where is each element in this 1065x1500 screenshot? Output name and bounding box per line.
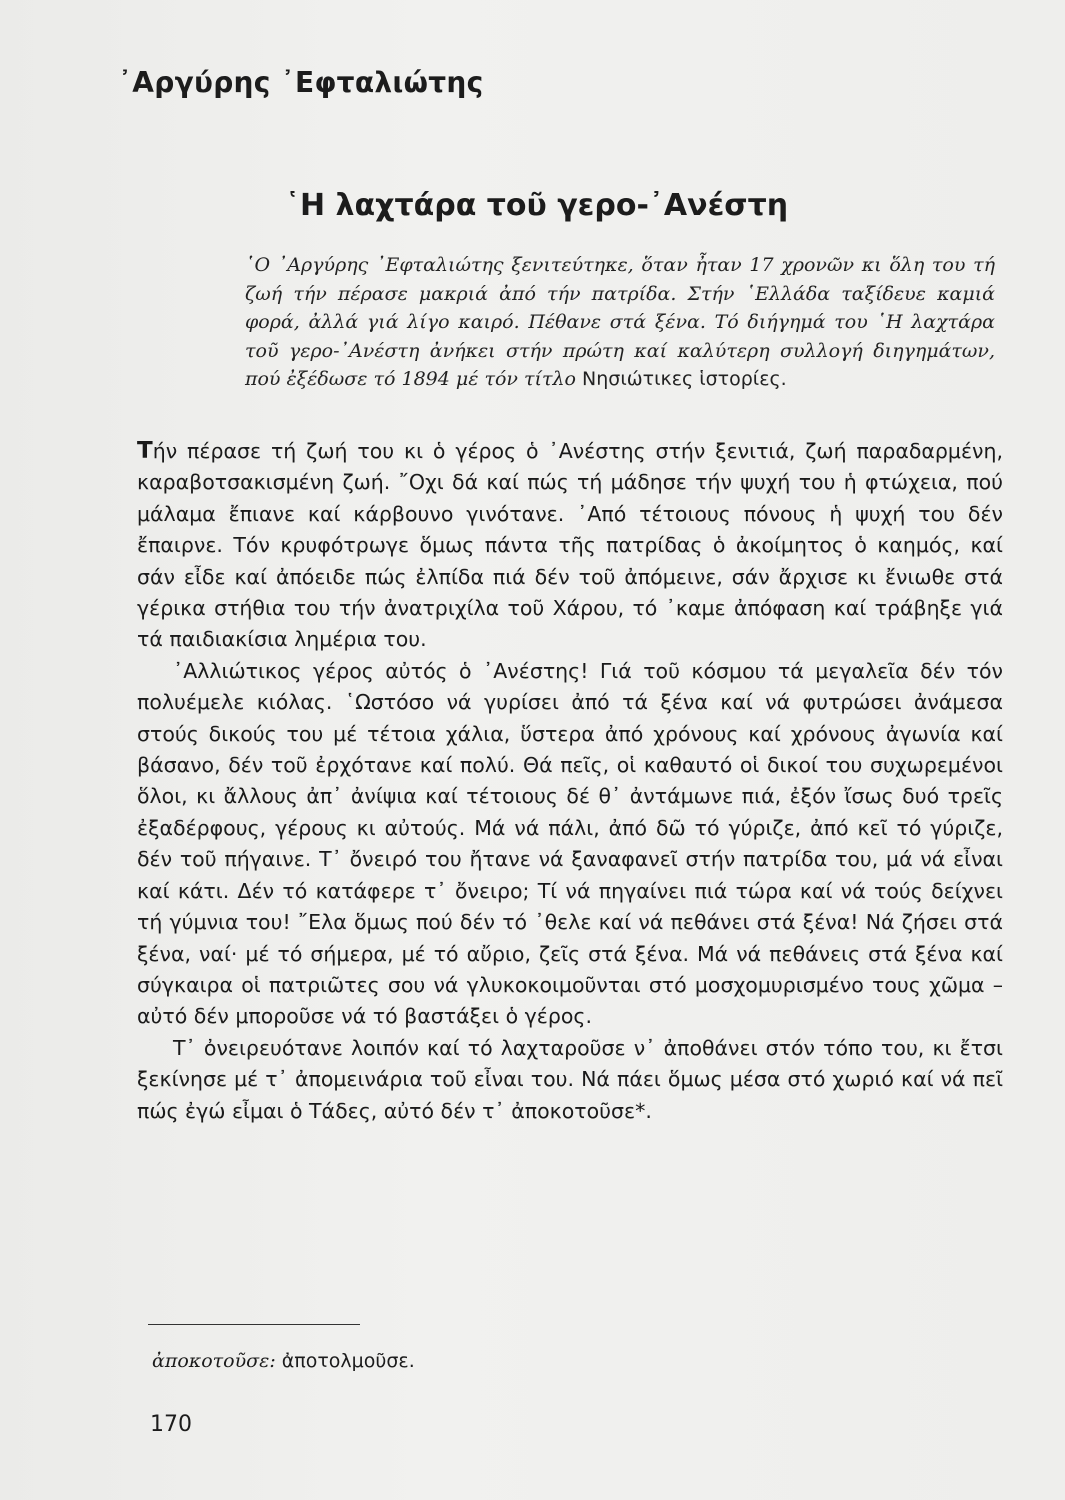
- intro-book-title: Νησιώτικες ἱστορίες.: [582, 368, 787, 390]
- story-title: ῾Η λαχτάρα τοῦ γερο-᾿Ανέστη: [285, 188, 789, 223]
- paragraph-3: Τ᾿ ὀνειρευότανε λοιπόν καί τό λαχταροῦσε ν᾿ ἀποθάνει στόν τόπο του, κι ἔτσι ξεκίνησε μέ τ᾿ ἀπομεινάρια τοῦ εἶναι του. Νά πάει ὅμως μέσα στό χωριό καί νά πεῖ πώς ἐγώ εἶμαι ὁ Τάδες, αὐτό δέν τ᾿ ἀποκοτοῦσε*.: [137, 1035, 1003, 1123]
- dropcap: Τ: [137, 438, 153, 464]
- footnote: [152, 1350, 415, 1372]
- intro-text: ῾Ο ᾿Αργύρης ᾿Εφταλιώτης ξενιτεύτηκε, ὅταν ἦταν 17 χρονῶν κι ὅλη του τή ζωή τήν πέρασε μακριά ἀπό τήν πατρίδα. Στήν ῾Ελλάδα ταξίδευε καμιά φορά, ἀλλά γιά λίγο καιρό. Πέθανε στά ξένα. Τό διήγημά του ῾Η λαχτάρα τοῦ γερο-᾿Ανέστη ἀνήκει στήν πρώτη καί καλύτερη συλλογή διηγημάτων, πού ἐξέδωσε τό 1894 μέ τόν τίτλο: [245, 254, 995, 390]
- footnote-definition: ἀποτολμοῦσε.: [281, 1350, 415, 1372]
- footnote-divider: [148, 1324, 360, 1325]
- paragraph-1-text: ήν πέρασε τή ζωή του κι ὁ γέρος ὁ ᾿Ανέστης στήν ξενιτιά, ζωή παραδαρμένη, καραβοτσακισμένη ζωή. ῎Οχι δά καί πώς τή μάδησε τήν ψυχή του ἡ φτώχεια, πού μάλαμα ἔπιανε καί κάρβουνο γινότανε. ᾿Από τέτοιους πόνους ἡ ψυχή του δέν ἔπαιρνε. Τόν κρυφότρωγε ὅμως πάντα τῆς πατρίδας ὁ ἀκοίμητος ὁ καημός, καί σάν εἶδε καί ἀπόειδε πώς ἐλπίδα πιά δέν τοῦ ἀπόμεινε, σάν ἄρχισε κι ἔνιωθε στά γέρικα στήθια του τήν ἀνατριχίλα τοῦ Χάρου, τό ᾿καμε ἀπόφαση καί τράβηξε γιά τά παιδιακίσια λημέρια του.: [137, 439, 1003, 652]
- footnote-term: ἀποκοτοῦσε:: [152, 1350, 276, 1372]
- page-number: 170: [150, 1412, 192, 1437]
- paragraph-2: ᾿Αλλιώτικος γέρος αὐτός ὁ ᾿Ανέστης! Γιά τοῦ κόσμου τά μεγαλεῖα δέν τόν πολυέμελε κιόλας. ῾Ωστόσο νά γυρίσει ἀπό τά ξένα καί νά φυτρώσει ἀνάμεσα στούς δικούς του μέ τέτοια χάλια, ὕστερα ἀπό χρόνους καί χρόνους ἀγωνία καί βάσανο, δέν τοῦ ἐρχότανε καί πολύ. Θά πεῖς, οἱ καθαυτό οἱ δικοί του συχωρεμένοι ὅλοι, κι ἄλλους ἀπ᾿ ἀνίψια καί τέτοιους δέ θ᾿ ἀντάμωνε πιά, ἐξόν ἴσως δυό τρεῖς ἐξαδέρφους, γέρους κι αὐτούς. Μά νά πάλι, ἀπό δῶ τό γύριζε, ἀπό κεῖ τό γύριζε, δέν τοῦ πήγαινε. Τ᾿ ὄνειρό του ἤτανε νά ξαναφανεῖ στήν πατρίδα του, μά νά εἶναι καί κάτι. Δέν τό κατάφερε τ᾿ ὄνειρο; Τί νά πηγαίνει πιά τώρα καί νά τούς δείχνει τή γύμνια του! ῎Ελα ὅμως πού δέν τό ᾿θελε καί νά πεθάνει στά ξένα! Νά ζήσει στά ξένα, ναί· μέ τό σήμερα, μέ τό αὔριο, ζεῖς στά ξένα. Μά νά πεθάνεις στά ξένα καί σύγκαιρα οἱ πατριῶτες σου νά γλυκοκοιμοῦνται στό μοσχομυρισμένο τους χῶμα – αὐτό δέν μποροῦσε νά τό βαστάξει ὁ γέρος.: [137, 658, 1003, 1029]
- intro-note: [245, 251, 995, 394]
- author-name: ᾿Αργύρης ᾿Εφταλιώτης: [118, 66, 484, 99]
- story-body: [137, 436, 1003, 1127]
- paragraph-1: [137, 436, 1003, 656]
